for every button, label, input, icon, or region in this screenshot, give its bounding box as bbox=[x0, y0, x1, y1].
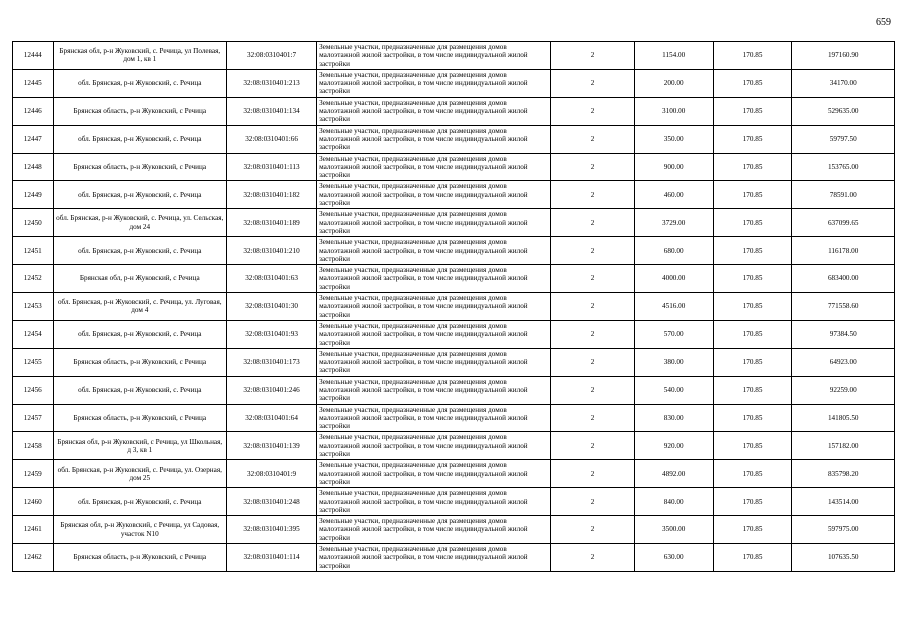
table-row bbox=[13, 460, 895, 488]
area-cell: 900.00 bbox=[634, 153, 713, 181]
page-number: 659 bbox=[876, 17, 891, 28]
cadastral-number-cell: 32:08:0310401:210 bbox=[227, 237, 317, 265]
row-number: 12446 bbox=[13, 97, 54, 125]
land-category-cell: Земельные участки, предназначенные для размещения домов малоэтажной жилой застройки, в том числе индивидуальной жилой застройки bbox=[317, 404, 551, 432]
address-cell: Брянская область, р-н Жуковский, с Речица bbox=[53, 97, 226, 125]
area-cell: 4516.00 bbox=[634, 293, 713, 321]
specific-value-cell: 170.85 bbox=[713, 460, 792, 488]
specific-value-cell: 170.85 bbox=[713, 320, 792, 348]
row-number: 12445 bbox=[13, 69, 54, 97]
land-category-cell: Земельные участки, предназначенные для размещения домов малоэтажной жилой застройки, в том числе индивидуальной жилой застройки bbox=[317, 265, 551, 293]
area-cell: 380.00 bbox=[634, 348, 713, 376]
table-row bbox=[13, 348, 895, 376]
cadastral-number-cell: 32:08:0310401:7 bbox=[227, 42, 317, 70]
land-category-cell: Земельные участки, предназначенные для размещения домов малоэтажной жилой застройки, в том числе индивидуальной жилой застройки bbox=[317, 237, 551, 265]
land-registry-table bbox=[12, 41, 895, 572]
address-cell: обл. Брянская, р-н Жуковский, с. Речица bbox=[53, 69, 226, 97]
table-row bbox=[13, 125, 895, 153]
land-category-cell: Земельные участки, предназначенные для размещения домов малоэтажной жилой застройки, в том числе индивидуальной жилой застройки bbox=[317, 153, 551, 181]
row-number: 12449 bbox=[13, 181, 54, 209]
specific-value-cell: 170.85 bbox=[713, 42, 792, 70]
group-code-cell: 2 bbox=[551, 125, 634, 153]
table-row bbox=[13, 376, 895, 404]
land-category-cell: Земельные участки, предназначенные для размещения домов малоэтажной жилой застройки, в том числе индивидуальной жилой застройки bbox=[317, 460, 551, 488]
address-cell: Брянская область, р-н Жуковский, с Речица bbox=[53, 153, 226, 181]
table-row bbox=[13, 404, 895, 432]
cadastral-value-cell: 197160.90 bbox=[792, 42, 895, 70]
group-code-cell: 2 bbox=[551, 460, 634, 488]
address-cell: Брянская область, р-н Жуковский, с Речица bbox=[53, 404, 226, 432]
area-cell: 4892.00 bbox=[634, 460, 713, 488]
area-cell: 3100.00 bbox=[634, 97, 713, 125]
specific-value-cell: 170.85 bbox=[713, 97, 792, 125]
cadastral-number-cell: 32:08:0310401:139 bbox=[227, 432, 317, 460]
address-cell: Брянская обл, р-н Жуковский, с. Речица, ул Полевая, дом 1, кв 1 bbox=[53, 42, 226, 70]
cadastral-value-cell: 157182.00 bbox=[792, 432, 895, 460]
row-number: 12459 bbox=[13, 460, 54, 488]
row-number: 12460 bbox=[13, 488, 54, 516]
table-row bbox=[13, 42, 895, 70]
land-category-cell: Земельные участки, предназначенные для размещения домов малоэтажной жилой застройки, в том числе индивидуальной жилой застройки bbox=[317, 69, 551, 97]
area-cell: 350.00 bbox=[634, 125, 713, 153]
specific-value-cell: 170.85 bbox=[713, 348, 792, 376]
row-number: 12444 bbox=[13, 42, 54, 70]
address-cell: Брянская область, р-н Жуковский, с Речица bbox=[53, 544, 226, 572]
row-number: 12456 bbox=[13, 376, 54, 404]
cadastral-number-cell: 32:08:0310401:173 bbox=[227, 348, 317, 376]
group-code-cell: 2 bbox=[551, 544, 634, 572]
cadastral-value-cell: 153765.00 bbox=[792, 153, 895, 181]
area-cell: 920.00 bbox=[634, 432, 713, 460]
cadastral-number-cell: 32:08:0310401:134 bbox=[227, 97, 317, 125]
cadastral-value-cell: 835798.20 bbox=[792, 460, 895, 488]
land-category-cell: Земельные участки, предназначенные для размещения домов малоэтажной жилой застройки, в том числе индивидуальной жилой застройки bbox=[317, 293, 551, 321]
specific-value-cell: 170.85 bbox=[713, 293, 792, 321]
address-cell: обл. Брянская, р-н Жуковский, с. Речица, ул. Озерная, дом 25 bbox=[53, 460, 226, 488]
specific-value-cell: 170.85 bbox=[713, 376, 792, 404]
land-category-cell: Земельные участки, предназначенные для размещения домов малоэтажной жилой застройки, в том числе индивидуальной жилой застройки bbox=[317, 348, 551, 376]
row-number: 12457 bbox=[13, 404, 54, 432]
area-cell: 4000.00 bbox=[634, 265, 713, 293]
cadastral-value-cell: 141805.50 bbox=[792, 404, 895, 432]
cadastral-value-cell: 34170.00 bbox=[792, 69, 895, 97]
table-row bbox=[13, 181, 895, 209]
group-code-cell: 2 bbox=[551, 42, 634, 70]
table-row bbox=[13, 320, 895, 348]
specific-value-cell: 170.85 bbox=[713, 125, 792, 153]
cadastral-number-cell: 32:08:0310401:30 bbox=[227, 293, 317, 321]
table-row bbox=[13, 293, 895, 321]
group-code-cell: 2 bbox=[551, 265, 634, 293]
row-number: 12452 bbox=[13, 265, 54, 293]
specific-value-cell: 170.85 bbox=[713, 404, 792, 432]
specific-value-cell: 170.85 bbox=[713, 544, 792, 572]
specific-value-cell: 170.85 bbox=[713, 153, 792, 181]
specific-value-cell: 170.85 bbox=[713, 69, 792, 97]
row-number: 12450 bbox=[13, 209, 54, 237]
cadastral-number-cell: 32:08:0310401:9 bbox=[227, 460, 317, 488]
area-cell: 570.00 bbox=[634, 320, 713, 348]
area-cell: 830.00 bbox=[634, 404, 713, 432]
cadastral-value-cell: 92259.00 bbox=[792, 376, 895, 404]
area-cell: 3729.00 bbox=[634, 209, 713, 237]
group-code-cell: 2 bbox=[551, 237, 634, 265]
table-row bbox=[13, 209, 895, 237]
specific-value-cell: 170.85 bbox=[713, 209, 792, 237]
cadastral-value-cell: 116178.00 bbox=[792, 237, 895, 265]
table-row bbox=[13, 544, 895, 572]
group-code-cell: 2 bbox=[551, 516, 634, 544]
specific-value-cell: 170.85 bbox=[713, 432, 792, 460]
group-code-cell: 2 bbox=[551, 404, 634, 432]
cadastral-value-cell: 637099.65 bbox=[792, 209, 895, 237]
group-code-cell: 2 bbox=[551, 153, 634, 181]
cadastral-value-cell: 64923.00 bbox=[792, 348, 895, 376]
address-cell: Брянская область, р-н Жуковский, с Речица bbox=[53, 348, 226, 376]
group-code-cell: 2 bbox=[551, 488, 634, 516]
group-code-cell: 2 bbox=[551, 293, 634, 321]
area-cell: 1154.00 bbox=[634, 42, 713, 70]
row-number: 12455 bbox=[13, 348, 54, 376]
area-cell: 840.00 bbox=[634, 488, 713, 516]
address-cell: обл. Брянская, р-н Жуковский, с. Речица bbox=[53, 488, 226, 516]
address-cell: Брянская обл, р-н Жуковский, с Речица, ул Школьная, д 3, кв 1 bbox=[53, 432, 226, 460]
address-cell: обл. Брянская, р-н Жуковский, с. Речица bbox=[53, 125, 226, 153]
row-number: 12461 bbox=[13, 516, 54, 544]
land-category-cell: Земельные участки, предназначенные для размещения домов малоэтажной жилой застройки, в том числе индивидуальной жилой застройки bbox=[317, 125, 551, 153]
row-number: 12447 bbox=[13, 125, 54, 153]
address-cell: Брянская обл, р-н Жуковский, с Речица, ул Садовая, участок N10 bbox=[53, 516, 226, 544]
group-code-cell: 2 bbox=[551, 69, 634, 97]
specific-value-cell: 170.85 bbox=[713, 181, 792, 209]
land-category-cell: Земельные участки, предназначенные для размещения домов малоэтажной жилой застройки, в том числе индивидуальной жилой застройки bbox=[317, 181, 551, 209]
address-cell: обл. Брянская, р-н Жуковский, с. Речица bbox=[53, 181, 226, 209]
area-cell: 540.00 bbox=[634, 376, 713, 404]
area-cell: 3500.00 bbox=[634, 516, 713, 544]
cadastral-value-cell: 143514.00 bbox=[792, 488, 895, 516]
cadastral-value-cell: 59797.50 bbox=[792, 125, 895, 153]
address-cell: обл. Брянская, р-н Жуковский, с. Речица, ул. Сельская, дом 24 bbox=[53, 209, 226, 237]
cadastral-number-cell: 32:08:0310401:395 bbox=[227, 516, 317, 544]
area-cell: 630.00 bbox=[634, 544, 713, 572]
table-body bbox=[13, 42, 895, 572]
cadastral-number-cell: 32:08:0310401:63 bbox=[227, 265, 317, 293]
cadastral-value-cell: 78591.00 bbox=[792, 181, 895, 209]
table-row bbox=[13, 153, 895, 181]
row-number: 12453 bbox=[13, 293, 54, 321]
table-row bbox=[13, 516, 895, 544]
land-category-cell: Земельные участки, предназначенные для размещения домов малоэтажной жилой застройки, в том числе индивидуальной жилой застройки bbox=[317, 488, 551, 516]
table-row bbox=[13, 97, 895, 125]
row-number: 12454 bbox=[13, 320, 54, 348]
row-number: 12458 bbox=[13, 432, 54, 460]
cadastral-number-cell: 32:08:0310401:248 bbox=[227, 488, 317, 516]
land-category-cell: Земельные участки, предназначенные для размещения домов малоэтажной жилой застройки, в том числе индивидуальной жилой застройки bbox=[317, 320, 551, 348]
address-cell: обл. Брянская, р-н Жуковский, с. Речица, ул. Луговая, дом 4 bbox=[53, 293, 226, 321]
cadastral-value-cell: 107635.50 bbox=[792, 544, 895, 572]
cadastral-value-cell: 771558.60 bbox=[792, 293, 895, 321]
land-category-cell: Земельные участки, предназначенные для размещения домов малоэтажной жилой застройки, в том числе индивидуальной жилой застройки bbox=[317, 544, 551, 572]
address-cell: обл. Брянская, р-н Жуковский, с. Речица bbox=[53, 376, 226, 404]
group-code-cell: 2 bbox=[551, 320, 634, 348]
cadastral-number-cell: 32:08:0310401:246 bbox=[227, 376, 317, 404]
address-cell: обл. Брянская, р-н Жуковский, с. Речица bbox=[53, 320, 226, 348]
land-category-cell: Земельные участки, предназначенные для размещения домов малоэтажной жилой застройки, в том числе индивидуальной жилой застройки bbox=[317, 209, 551, 237]
table-row bbox=[13, 432, 895, 460]
cadastral-value-cell: 683400.00 bbox=[792, 265, 895, 293]
cadastral-number-cell: 32:08:0310401:182 bbox=[227, 181, 317, 209]
row-number: 12462 bbox=[13, 544, 54, 572]
row-number: 12451 bbox=[13, 237, 54, 265]
cadastral-value-cell: 529635.00 bbox=[792, 97, 895, 125]
cadastral-number-cell: 32:08:0310401:114 bbox=[227, 544, 317, 572]
group-code-cell: 2 bbox=[551, 181, 634, 209]
area-cell: 200.00 bbox=[634, 69, 713, 97]
land-category-cell: Земельные участки, предназначенные для размещения домов малоэтажной жилой застройки, в том числе индивидуальной жилой застройки bbox=[317, 432, 551, 460]
land-category-cell: Земельные участки, предназначенные для размещения домов малоэтажной жилой застройки, в том числе индивидуальной жилой застройки bbox=[317, 376, 551, 404]
area-cell: 460.00 bbox=[634, 181, 713, 209]
cadastral-number-cell: 32:08:0310401:189 bbox=[227, 209, 317, 237]
group-code-cell: 2 bbox=[551, 376, 634, 404]
cadastral-number-cell: 32:08:0310401:93 bbox=[227, 320, 317, 348]
table-row bbox=[13, 69, 895, 97]
cadastral-number-cell: 32:08:0310401:213 bbox=[227, 69, 317, 97]
cadastral-value-cell: 97384.50 bbox=[792, 320, 895, 348]
group-code-cell: 2 bbox=[551, 432, 634, 460]
table-row bbox=[13, 237, 895, 265]
specific-value-cell: 170.85 bbox=[713, 516, 792, 544]
group-code-cell: 2 bbox=[551, 97, 634, 125]
address-cell: Брянская обл, р-н Жуковский, с Речица bbox=[53, 265, 226, 293]
specific-value-cell: 170.85 bbox=[713, 488, 792, 516]
group-code-cell: 2 bbox=[551, 209, 634, 237]
cadastral-number-cell: 32:08:0310401:113 bbox=[227, 153, 317, 181]
cadastral-value-cell: 597975.00 bbox=[792, 516, 895, 544]
land-category-cell: Земельные участки, предназначенные для размещения домов малоэтажной жилой застройки, в том числе индивидуальной жилой застройки bbox=[317, 97, 551, 125]
land-category-cell: Земельные участки, предназначенные для размещения домов малоэтажной жилой застройки, в том числе индивидуальной жилой застройки bbox=[317, 516, 551, 544]
address-cell: обл. Брянская, р-н Жуковский, с. Речица bbox=[53, 237, 226, 265]
specific-value-cell: 170.85 bbox=[713, 237, 792, 265]
specific-value-cell: 170.85 bbox=[713, 265, 792, 293]
cadastral-number-cell: 32:08:0310401:64 bbox=[227, 404, 317, 432]
area-cell: 680.00 bbox=[634, 237, 713, 265]
group-code-cell: 2 bbox=[551, 348, 634, 376]
land-category-cell: Земельные участки, предназначенные для размещения домов малоэтажной жилой застройки, в том числе индивидуальной жилой застройки bbox=[317, 42, 551, 70]
table-row bbox=[13, 488, 895, 516]
row-number: 12448 bbox=[13, 153, 54, 181]
table-row bbox=[13, 265, 895, 293]
cadastral-number-cell: 32:08:0310401:66 bbox=[227, 125, 317, 153]
